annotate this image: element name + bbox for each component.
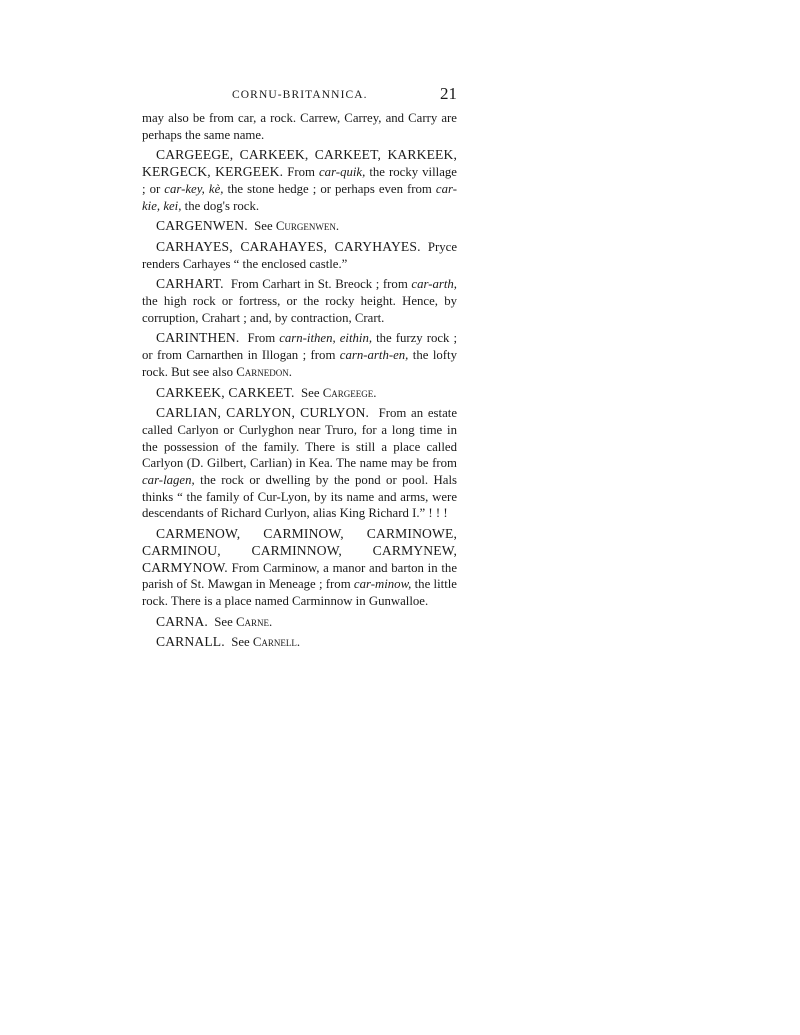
cross-reference: Carnedon. [236,364,292,379]
entry-carhayes [142,239,457,272]
entry-carlian [142,405,457,522]
entry-headword: CARHAYES, CARAHAYES, CARYHAYES. [156,238,421,254]
entry-carkeek [142,385,457,402]
cross-reference: Carne. [235,614,273,629]
entry-etymon: car-quik, [319,165,366,180]
page-number: 21 [440,84,457,103]
entry-headword: CARLIAN, CARLYON, CURLYON. [156,405,370,421]
entry-headword: CARGENWEN. [156,218,248,234]
see-label: See [301,385,320,400]
entry-text: From an estate called Carlyon or Curlyghon near Truro, for a long time in the possession of the family. There is still a place called Carlyon (D. Gilbert, Carlian) in Kea. The name may be from [142,406,457,471]
entry-etymon: car-key, kè, [164,181,224,196]
entry-headword: CARKEEK, CARKEET. [156,384,295,400]
entry-text: the furzy rock ; or from Carnarthen in Illogan ; from [142,331,458,363]
cross-reference: Cargeege. [322,385,377,400]
entry-cargeege [142,147,457,214]
entry-text: the high rock or fortress, or the rocky height. Hence, by corruption, Crahart ; and, by contraction, Crart. [142,294,457,325]
entry-carna [142,614,457,631]
cross-reference: Carnell. [252,635,301,650]
entry-carmenow [142,526,457,610]
entry-text: the stone hedge ; or perhaps even from [223,181,436,196]
dictionary-text [142,110,457,655]
entry-carhart [142,276,457,326]
entry-headword: CARGEEGE, CARKEEK, CARKEET, KARKEEK, KERGECK, KERGEEK. [142,147,457,180]
entry-text: the lofty rock. But see also [142,348,457,379]
entry-headword: CARINTHEN. [156,330,240,346]
running-head: CORNU-BRITANNICA. [232,89,368,101]
entry-text: the little rock. There is a place named Carminnow in Gunwalloe. [142,577,457,608]
entry-etymon: car-kie, kei, [142,181,457,213]
entry-text: the rocky village ; or [142,165,457,196]
entry-etymon: car-arth, [411,277,457,292]
entry-cargenwen [142,218,457,235]
entry-text: From [247,331,280,346]
entry-text: Pryce renders Carhayes “ the enclosed castle.” [142,239,458,271]
entry-text: may also be from car, a rock. Carrew, Carrey, and Carry are perhaps the same name. [142,111,457,142]
entry-etymon: car-minow, [353,577,412,592]
entry-headword: CARNA. [156,613,208,629]
entry-etymon: carn-ithen, eithin, [279,331,373,346]
entry-text: the dog's rock. [181,198,260,213]
entry-text: From [287,165,319,180]
entry-continuation [142,110,457,143]
entry-headword: CARMENOW, CARMINOW, CARMINOWE, CARMINOU, CARMINNOW, CARMYNEW, CARMYNOW. [142,526,457,575]
entry-text: the rock or dwelling by the pond or pool. Hals thinks “ the family of Cur-Lyon, by its name and arms, were descendants of Richard Curlyon, alias King Richard I.” ! ! ! [142,473,457,521]
cross-reference: Curgenwen. [275,219,340,234]
entry-carnall [142,634,457,651]
see-label: See [214,614,233,629]
entry-text: From Carhart in St. Breock ; from [230,277,412,292]
entry-etymon: car-lagen, [142,473,195,488]
see-label: See [231,635,250,650]
entry-headword: CARHART. [156,276,224,292]
entry-text: From Carminow, a manor and barton in the parish of St. Mawgan in Meneage ; from [142,560,457,592]
see-label: See [254,219,273,234]
entry-carinthen [142,330,457,380]
page-header [232,86,457,106]
entry-headword: CARNALL. [156,634,225,650]
entry-etymon: carn-arth-en, [339,348,409,363]
